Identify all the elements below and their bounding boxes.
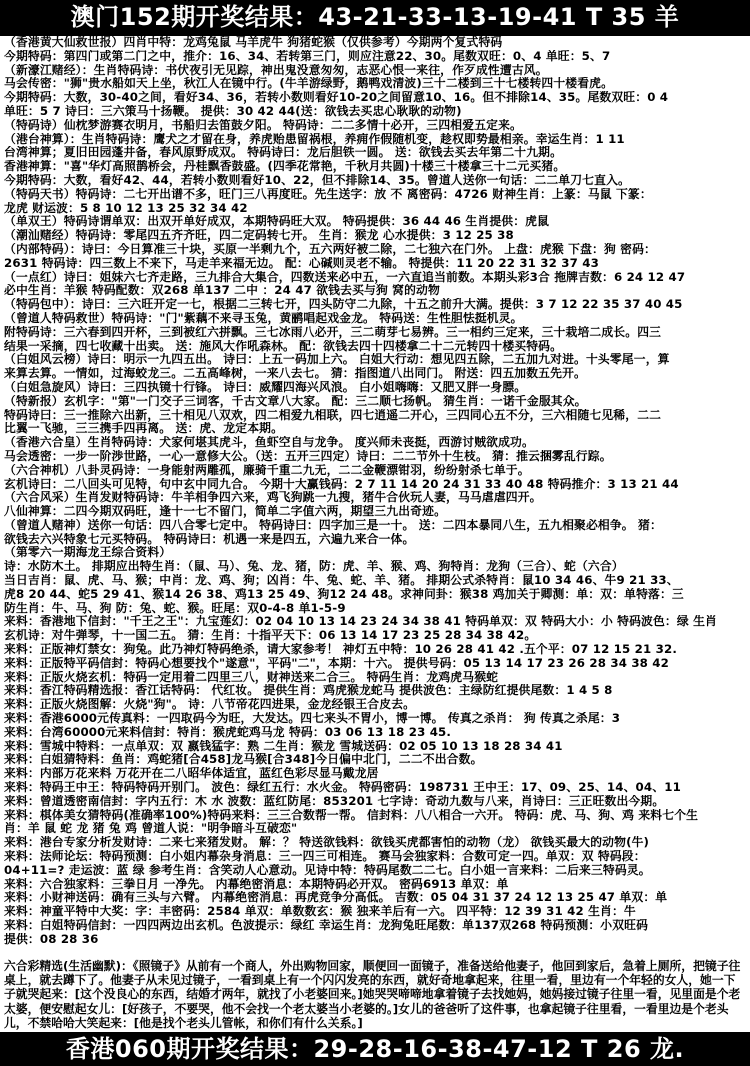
text-line: 来料：正版神灯禁女：狗兔。此乃神灯特码绝杀，请大家参考！ 神灯五中特：10 26 28 41 42 .五个平：07 12 15 21 32. bbox=[4, 643, 677, 657]
text-line: 马会透密：一步一阶渉世路，一心一意修大公。（送：五开三四定）诗曰：二二节外十生枝。 猜：推云捆雾乱行踪。 bbox=[4, 449, 612, 463]
text-line: 04+11=? 走运波：蓝 绿 参考生肖：含笑动人心意动。见诗中特：特码尾数二二七。白小姐一言来料：二后来三特码灵。 bbox=[4, 863, 651, 877]
text-line: 必中生肖：羊猴 特码配数：双268 单137 二中 ：24 47 欲钱去买与狗 窝的动物 bbox=[4, 284, 440, 298]
text-line: （特码诗）仙枕梦游赛衣明月，书船归去笛鼓夕阳。 特码诗：二二多情十必开，三四相爱五定来。 bbox=[4, 118, 522, 132]
text-line: 来料：小财神送码：确有三头与六臂。 内幕绝密消息：再虎竞争分高低。 吉数：05 04 31 37 24 12 13 25 47 单双：单 bbox=[4, 891, 668, 905]
text-line: （香港黄大仙救世报）四肖中特：龙鸡兔鼠 马羊虎牛 狗猪蛇猴（仅供参考）今期两个复式特码 bbox=[4, 36, 503, 49]
text-line: 特码诗曰：三一推除六出新，三十相见八双欢，四二相爱九相联，四七逍遥二开心，三四同心五不分，三六相随七见稀，二二 bbox=[4, 408, 662, 422]
text-line: （特码天书）特码诗：二七开出谱不多，旺门三八再度旺。先生送字：放 不 离密码：4726 财神生肖：上篆：马鼠 下篆： bbox=[4, 187, 652, 201]
text-line: 诗：水防木土。 排期应出特生肖：（鼠、马）、兔、龙、猪，防：虎、羊、猴、鸡、狗特肖：龙狗（三合）、蛇（六合） bbox=[4, 560, 624, 574]
text-line: 防生肖：牛、马、狗 防：兔、蛇、猴。旺尾：双0-4-8 单1-5-9 bbox=[4, 601, 346, 615]
text-line: 今期特码：大数，看好42、44，若转小数则看好10、22，但不排除14、35。曾道人送你一句话：二二单刀七直入。 bbox=[4, 173, 630, 187]
text-line: 来料：法师论坛：特码预测：白小姐内幕杂身消息：三一四三可相连。 赛马会独家料：合数可定一四。单双：双 特码段： bbox=[4, 850, 646, 864]
text-line: （内部特码）：诗曰：今日算准三十块，买原一半剩九个，五六两好被二除，二七独六在门外。 上盘：虎猴 下盘：狗 密码： bbox=[4, 242, 657, 256]
text-line: 来料：六合独家料：三拳日月 一净先。 内幕绝密消息：本期特码必开双。 密码6913 单双：单 bbox=[4, 877, 509, 891]
text-line: （单双王）特码诗谓单双：出双开单好成双，本期特码旺大双。 特码提供：36 44 46 生肖提供：虎鼠 bbox=[4, 215, 550, 229]
humor-story: 六合彩精选(生活幽默)：《照镜子》从前有一个商人，外出购物回家，顺便回一面镜子，准备送给他妻子，他回到家后，急着上厕所，把镜子往桌上，就去蹲下了。他妻子从未见过镜子，一看到桌上有一个闪闪发亮的东西，就好奇地拿起来，往里一看，里边有一个年轻的女人，她一下子就哭起来：[这个没良心的东西，结婚才两年，就找了小老婆回来。]她哭哭啼啼地拿着镜子去找她妈，她妈接过镜子往里一看，见里面是个老太婆，便安慰起女儿：[好孩子，不要哭，他不会找一个老太婆当小老婆的。]女儿的爸爸听了这件事，也拿起镜子往里看，一看里边是个老头儿，不禁哈哈大笑起来：[他是找个老头儿管帐，和你们有什么关系。] bbox=[4, 958, 741, 1030]
text-line: （六合神机）八卦灵码诗：一身能射两雕孤，廉骑千重二九无，二二金鞭漂钳羽，纷纷射杀七单于。 bbox=[4, 463, 530, 477]
text-line: （潮汕赌经）特码诗：零尾四五齐齐旺，四二定码转七开。 生肖：猴龙 心水提供：3 12 25 38 bbox=[4, 229, 514, 243]
text-line: （特新报）玄机字："第"一门交子三词客，千古文章八大家。 配：三二顺七扬帆。 猜生肖：一诺千金服其众。 bbox=[4, 394, 587, 408]
text-line: 当日吉肖：鼠、虎、马、猴；中肖：龙、鸡、狗；凶肖：牛、兔、蛇、羊、猪。 排期公式杀特肖：鼠10 34 46、牛9 21 33、 bbox=[4, 574, 679, 588]
text-line: 附特码诗：三六春到四开杯，三到被红六拼飘。三七冰雨八必开，三二萌芽七易辨。三一相约三定来，三十栽培二成长。四三 bbox=[4, 325, 662, 339]
text-line: 虎8 20 44、蛇5 29 41、猴14 26 38、鸡13 25 49、狗12 24 48。求神问卦：猴38 鸡加关于卿测：单：双：单特落：三 bbox=[4, 587, 684, 601]
text-line: 来料：正版火烧图解：火烧"狗"。 诗：八节帝花四进果，金龙经银王合皮去。 bbox=[4, 698, 416, 712]
text-line: （曾道人特码救世）特码诗："门"紫藕不来寻玉兔，黄鹂唱起戏金龙。 特码送：生性胆怯挺机灵。 bbox=[4, 311, 523, 325]
text-line: 来算去算。一情如，过海蛟龙三。二五高峰树，一来八去七。 猜：指图道八出同门。 附送：四五加数五先开。 bbox=[4, 367, 586, 381]
text-line: 结果一采摘，四七收藏十出卖。 送：施风大作吼森林。 配：欲钱去四十四楼拿二十二元转四十楼买特码。 bbox=[4, 339, 563, 353]
article-body bbox=[4, 36, 746, 957]
text-line: （一点红）诗曰：姐妹六七齐走路，三九排合大集合，四数送来必中五，一六直追当前数。本期头彩3合 拖牌吉数：6 24 12 47 bbox=[4, 270, 686, 284]
text-line: 来料：雪城中特料：一点单双：双 嬴钱猛字：熟 二生肖：猴龙 雪城送码：02 05 10 13 18 28 34 41 bbox=[4, 739, 563, 753]
text-line: 玄机诗曰：二八回头可见特，句中玄中同九合。 今期十大赢钱码：2 7 11 14 20 24 31 33 40 48 特码推介：3 13 21 44 bbox=[4, 477, 679, 491]
text-line: 单旺：5 7 诗曰：三六策马十扬鞭。 提供：30 42 44(送：欲钱去买忠心耿耿的动物) bbox=[4, 104, 462, 118]
text-line: 今期特码：大数，30-40之间，看好34、36，若转小数则看好10-20之间留意10、16。但不排除14、35。尾数双旺：0 4 bbox=[4, 91, 669, 105]
text-line: 马会传密："狮"贵水船如天上坐，秋江人在镜中行。(牛羊游绿野，鹅鸭戏清波)三十二楼到三十七楼转四十楼看虎。 bbox=[4, 77, 614, 91]
text-line: 龙虎 财运波：5 8 10 12 13 25 32 34 42 bbox=[4, 201, 248, 215]
text-line: （新濠江赌经）：生肖特码诗：书伏夜引无见踪，神出鬼没意匆匆，志恶心恨一来往，作歹成性遭古风。 bbox=[4, 63, 548, 77]
text-line: （香港六合皇）生肖特码诗：犬家何堪其虎斗，鱼虾空自与龙争。 度兴师未丧挺，西游讨贼欲成功。 bbox=[4, 436, 534, 450]
text-line: 提供：08 28 36 bbox=[4, 932, 99, 946]
text-line: 来料：白姐特码信封：一四四两边出玄机。色波提示：绿红 幸运生肖：龙狗兔旺尾数：单137双268 特码预测：小双旺码 bbox=[4, 919, 649, 932]
text-line: 来料：港台专家分析发财诗：二来七来猪发财。 解：？ 特送欲钱料：欲钱买虎都害怕的动物（龙） 欲钱买最大的动物(牛) bbox=[4, 836, 650, 850]
text-line: 今期特码：第四门或第二门之中，推介：16、34、若转第三门，则应注意22、30。尾数双旺：0、4 单旺：5、7 bbox=[4, 49, 611, 63]
text-line: 台湾神算；夏旧田园蓬井备，春风原野成双。 特码诗曰：龙后胆铁一圆。 送：欲钱去买去年第二十九期。 bbox=[4, 146, 563, 160]
text-line: 比翼一飞驰，三三携手四再离。 送：虎、龙定本期。 bbox=[4, 422, 284, 436]
text-line: 来料：特码王中王：特码特码开别门。 波色：绿红五行：水火金。 特码密码：198731 王中王：17、09、25、14、04、11 bbox=[4, 781, 681, 795]
text-line: （曾道人赌神）送你一句话：四八合零七定中。 特码诗曰：四字加三是一十。 送：二四本暴同八生，五九相聚必相争。 猪： bbox=[4, 518, 662, 532]
text-line: 来料：曾道透密南信封：字内五行：木 水 波数：蓝红防尾：853201 七字诗：奇动九数与八来，肖诗曰：三正旺数出今期。 bbox=[4, 794, 665, 808]
text-line: （白姐急旋风）诗曰：三四执镜十行锋。 诗曰：威耀四海兴风浪。 白小姐嗨嗨：又肥又胖一身膘。 bbox=[4, 380, 527, 394]
macau-result-banner: 澳门152期开奖结果：43-21-33-13-19-41 T 35 羊 bbox=[0, 0, 750, 36]
text-line: （第零六一期海龙王综合资料） bbox=[4, 546, 172, 560]
text-line: （白姐风云榜）诗曰：明示一九四五出。 诗曰：上五一码加上六。 白姐大行动：想见四五除，二五加九对进。十头零尾一，算 bbox=[4, 353, 670, 367]
text-line: 2631 特码诗：四三数上不来下，马走羊来福无边。 配：心碱则灵老不输。 特提供：11 20 22 31 32 37 43 bbox=[4, 256, 599, 270]
hongkong-result-banner: 香港060期开奖结果：29-28-16-38-47-12 T 26 龙. bbox=[0, 1032, 750, 1066]
text-line: 来料：台湾60000元来料信封：特肖：猴虎蛇鸡马龙 特码：03 06 13 18 23 45. bbox=[4, 725, 452, 739]
text-line: 香港神算："喜"华灯高照鹊桥会，丹桂飘香鼓盛。(四季花常艳，千秋月共圆)十楼三十楼拿三十二元买猪。 bbox=[4, 160, 566, 174]
text-line: 来料：香港地下信封："千王之王"：九宝莲幻：02 04 10 13 14 23 24 34 38 41 特码单双：双 特码大小：小 特码波色：绿 生肖 bbox=[4, 615, 717, 629]
text-line: （港台神算）：生肖特码诗：鹰犬之才留在身，养虎贻患留祸根，养痈作假随机变，趁权即势最相亲。幸运生肖：1 11 bbox=[4, 132, 625, 146]
text-line: 来料：内部万花来料 万花开在二八昭华体适宜，蓝红色彩尽显马戴龙居 bbox=[4, 767, 379, 781]
text-line: 来料：香江特码精选报：香江话特码： 代红妆。 提供生肖：鸡虎猴龙蛇马 提供波色：主绿防红提供尾数：1 4 5 8 bbox=[4, 684, 613, 698]
text-line: 来料：神童平特中大奖：字：丰密码：2584 单双：单数数玄：猴 独来羊后有一六。 四平特：12 39 31 42 生肖：牛 bbox=[4, 905, 636, 919]
text-line: 来料：白姐猜特料：鱼肖：鸡蛇猪[合458]龙马猴[合348]今日偏中北门，二二不出合数。 bbox=[4, 753, 483, 767]
text-line: （六合风采）生肖发财特码诗：牛羊相争四六来，鸡飞狗跳一九搜，猪牛合伙玩人妻，马马虐虐四开。 bbox=[4, 491, 542, 505]
text-line: 八仙神算：二四今期双码旺，逢十一七不留门，简单二字值六两，期望三九出奇迹。 bbox=[4, 505, 447, 519]
text-line: 来料：香港6000元传真料：一四取码今为旺，大发达。四七来头不胃小，博一博。 传真之杀肖： 狗 传真之杀尾：3 bbox=[4, 712, 621, 726]
text-line: 肖：羊 鼠 蛇 龙 猪 兔 鸡 曾道人说："明争暗斗互破恋" bbox=[4, 822, 298, 836]
text-line: 玄机诗：对牛弹琴，十一国二五。 猜：生肖：十指平天下：06 13 14 17 23 25 28 34 38 42。 bbox=[4, 629, 537, 643]
text-line: （特码包中）：诗曰：三六旺开定一七，根据二三转七开，四头防守二九除，十五之前升大满。提供：3 7 12 22 35 37 40 45 bbox=[4, 298, 683, 312]
text-line: 欲钱去六兴特象七元买特码。 特码诗曰：机遇一来是四五，六遍九来合一体。 bbox=[4, 532, 415, 546]
text-line: 来料：棋体美女猜特码(准确率100%)特码来料：三三合数帮一帮。 信封料：八八相合一六开。 特码：虎、马、狗、鸡 来料七个生 bbox=[4, 808, 699, 822]
text-line: 来料：正版火烧玄机：特码一定用着二四里三八，财神送来二合三。 特码生肖：龙鸡虎马猴蛇 bbox=[4, 670, 499, 684]
text-line: 来料：正版特平码信封：特码心想要找个"遂意"，平码"二"，本期：十六。 提供号码：05 13 14 17 23 26 28 34 38 42 bbox=[4, 656, 670, 670]
